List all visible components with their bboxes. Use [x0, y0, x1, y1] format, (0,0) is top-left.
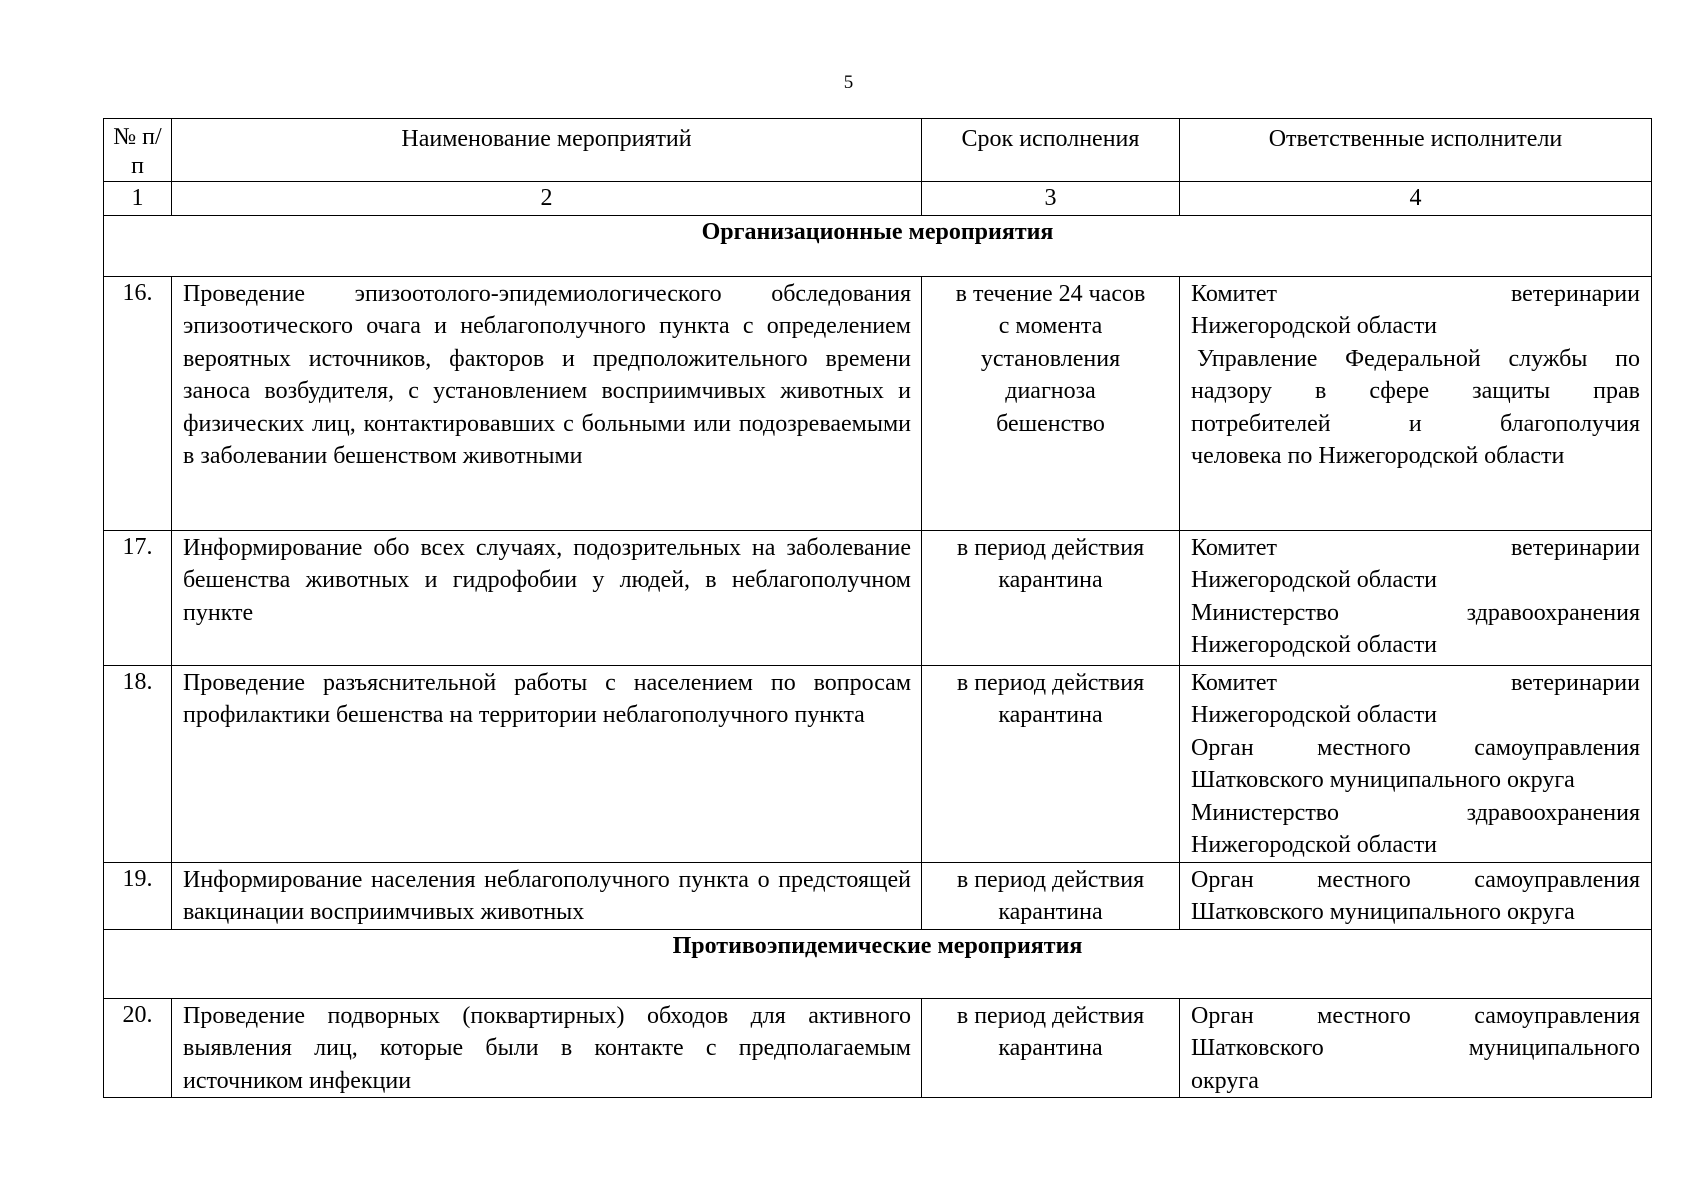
deadline: в период действия карантина: [922, 862, 1180, 929]
table-row: [104, 276, 1652, 530]
header-deadline: Срок исполнения: [922, 119, 1180, 182]
responsible: Комитет ветеринарии Нижегородской области Орган местного самоуправления Шатковского муниципального округа Министерство здравоохранения Нижегородской области: [1180, 665, 1652, 862]
responsible: Орган местного самоуправления Шатковского муниципального округа: [1180, 862, 1652, 929]
table-row: [104, 862, 1652, 929]
activity-name: Информирование обо всех случаях, подозрительных на заболевание бешенства животных и гидрофобии у людей, в неблагополучном пункте: [172, 530, 922, 665]
responsible: Орган местного самоуправления Шатковского муниципального округа: [1180, 998, 1652, 1098]
table-row: [104, 665, 1652, 862]
column-number: 3: [922, 182, 1180, 216]
activity-name: Проведение подворных (поквартирных) обходов для активного выявления лиц, которые были в контакте с предполагаемым источником инфекции: [172, 998, 922, 1098]
row-number: 16.: [104, 276, 172, 530]
row-number: 18.: [104, 665, 172, 862]
table-row: [104, 530, 1652, 665]
header-responsible: Ответственные исполнители: [1180, 119, 1652, 182]
section-title: Противоэпидемические мероприятия: [104, 929, 1652, 998]
column-number: 4: [1180, 182, 1652, 216]
column-number: 1: [104, 182, 172, 216]
deadline: в течение 24 часов с момента установления диагноза бешенство: [922, 276, 1180, 530]
row-number: 17.: [104, 530, 172, 665]
column-number-row: [104, 182, 1652, 216]
section-title: Организационные мероприятия: [104, 215, 1652, 276]
page-number: 5: [843, 72, 854, 93]
deadline: в период действия карантина: [922, 665, 1180, 862]
deadline: в период действия карантина: [922, 530, 1180, 665]
column-number: 2: [172, 182, 922, 216]
responsible: Комитет ветеринарии Нижегородской области Министерство здравоохранения Нижегородской области: [1180, 530, 1652, 665]
activity-name: Проведение разъяснительной работы с населением по вопросам профилактики бешенства на территории неблагополучного пункта: [172, 665, 922, 862]
header-activity-name: Наименование мероприятий: [172, 119, 922, 182]
activities-table: [103, 118, 1652, 1098]
section-row: [104, 929, 1652, 998]
row-number: 20.: [104, 998, 172, 1098]
header-number: № п/п: [104, 119, 172, 182]
deadline: в период действия карантина: [922, 998, 1180, 1098]
activity-name: Проведение эпизоотолого-эпидемиологического обследования эпизоотического очага и неблагополучного пункта с определением вероятных источников, факторов и предположительного времени заноса возбудителя, с установлением восприимчивых животных и физических лиц, контактировавших с больными или подозреваемыми в заболевании бешенством животными: [172, 276, 922, 530]
activity-name: Информирование населения неблагополучного пункта о предстоящей вакцинации восприимчивых животных: [172, 862, 922, 929]
row-number: 19.: [104, 862, 172, 929]
responsible: Комитет ветеринарии Нижегородской области Управление Федеральной службы по надзору в сфере защиты прав потребителей и благополучия человека по Нижегородской области: [1180, 276, 1652, 530]
table-row: [104, 998, 1652, 1098]
table-header-row: [104, 119, 1652, 182]
section-row: [104, 215, 1652, 276]
